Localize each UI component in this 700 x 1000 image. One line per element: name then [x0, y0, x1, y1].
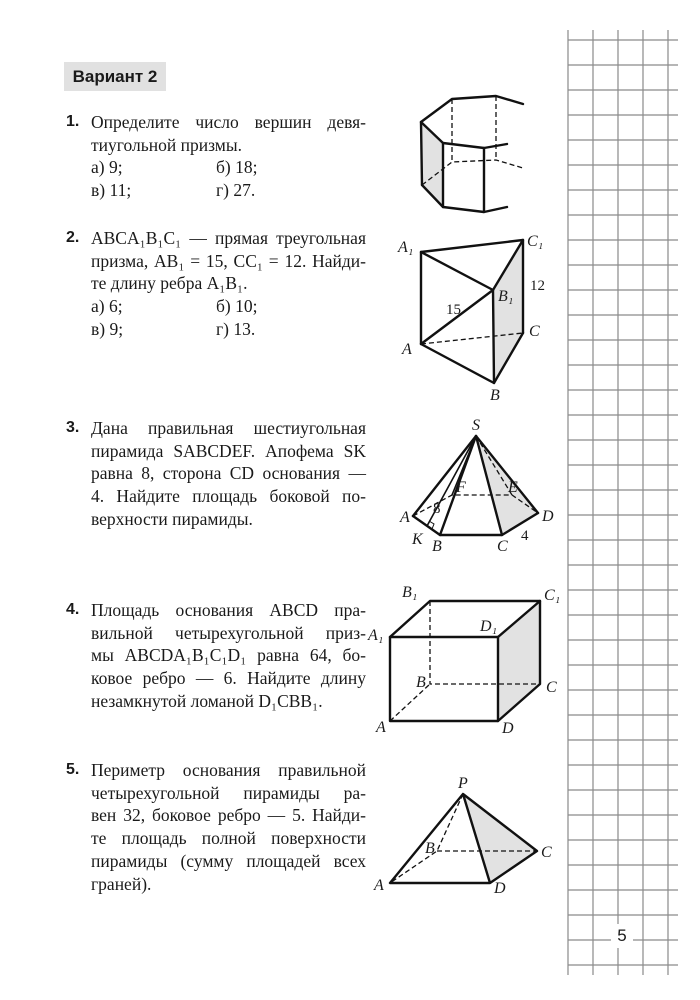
figure-quadrilateral-pyramid [373, 775, 552, 897]
problem-text-line: Периметр основания правильной [91, 760, 366, 780]
problem-text-line: равна 8, сторона CD основания — [91, 463, 366, 484]
problem-text-line: ABCA₁B₁C₁ — прямая треугольная [91, 228, 366, 248]
problem-text-line: призма, AB₁ = 15, CC₁ = 12. Найди- [91, 250, 366, 271]
problem-text-line: те площадь полной поверхности [91, 828, 366, 849]
answer-option: б) 18; [216, 157, 258, 178]
graph-paper-grid [568, 30, 678, 975]
label-D1: D₁ [480, 618, 498, 635]
problem-text-line: пирамида SABCDEF. Апофема SK [91, 440, 366, 461]
label-B: B [432, 538, 442, 555]
label-E: E [508, 479, 518, 496]
problem-number: 5. [66, 761, 80, 778]
label-B1: B₁ [498, 288, 514, 305]
label-A1: A₁ [398, 239, 414, 256]
figure-triangular-prism [397, 233, 545, 404]
label-length-4: 4 [521, 528, 529, 544]
problem-text-line: ковое ребро — 6. Найдите длину [91, 668, 366, 689]
problem-text-line: вен 32, боковое ребро — 5. Найди- [91, 805, 366, 826]
answer-option: г) 13. [216, 318, 256, 339]
label-C: C [529, 323, 540, 340]
label-K: K [412, 531, 423, 548]
problem-text-line: граней). [91, 873, 152, 894]
label-D: D [494, 880, 506, 897]
problem-text-line: мы ABCDA₁B₁C₁D₁ равна 64, бо- [91, 645, 366, 666]
answer-option: а) 6; [91, 296, 123, 317]
label-B1: B₁ [402, 584, 418, 601]
label-C: C [497, 538, 508, 555]
label-A: A [376, 719, 386, 736]
label-A: A [402, 341, 412, 358]
problem-text-line: пирамиды (сумму площадей всех [91, 850, 366, 871]
answer-option: а) 9; [91, 157, 123, 178]
label-S: S [472, 417, 480, 434]
problem-text-line: 4. Найдите площадь боковой по- [91, 486, 366, 507]
answer-option: в) 9; [91, 318, 124, 339]
problem-number: 2. [66, 229, 80, 246]
problem-number: 4. [66, 601, 80, 618]
page-number: 5 [611, 924, 633, 948]
label-C: C [541, 844, 552, 861]
label-A: A [400, 509, 410, 526]
variant-heading: Вариант 2 [64, 62, 166, 91]
label-D: D [502, 720, 514, 737]
problem-text-line: четырехугольной пирамиды ра- [91, 782, 366, 803]
label-F: F [456, 479, 466, 496]
answer-option: б) 10; [216, 296, 258, 317]
problem-text-line: вильной четырехугольной приз- [91, 622, 366, 643]
figure-nonagonal-prism [421, 96, 523, 212]
problem-text-line: те длину ребра A₁B₁. [91, 273, 248, 294]
label-length-8: 8 [433, 501, 441, 517]
problem-text-line: Дана правильная шестиугольная [91, 418, 366, 438]
figure-quadrilateral-prism [367, 584, 560, 737]
label-length-15: 15 [446, 302, 461, 318]
problem-number: 3. [66, 419, 80, 436]
label-B: B [490, 387, 500, 404]
answer-option: г) 27. [216, 180, 256, 201]
label-A1: A₁ [368, 627, 384, 644]
answer-option: в) 11; [91, 180, 132, 201]
problem-text-line: Площадь основания ABCD пра- [91, 600, 366, 620]
label-P: P [458, 775, 468, 792]
label-D: D [542, 508, 554, 525]
problem-text-line: незамкнутой ломаной D₁CBB₁. [91, 690, 323, 711]
label-B: B [416, 674, 426, 691]
problem-number: 1. [66, 113, 80, 130]
label-length-12: 12 [530, 278, 545, 294]
label-B: B [425, 840, 435, 857]
figure-hexagonal-pyramid [399, 417, 554, 555]
label-C1: C₁ [544, 587, 561, 604]
label-A: A [374, 877, 384, 894]
problem-text-line: верхности пирамиды. [91, 508, 253, 529]
label-C1: C₁ [527, 233, 544, 250]
problem-text-line: тиугольной призмы. [91, 134, 242, 155]
problem-text-line: Определите число вершин девя- [91, 112, 366, 132]
label-C: C [546, 679, 557, 696]
